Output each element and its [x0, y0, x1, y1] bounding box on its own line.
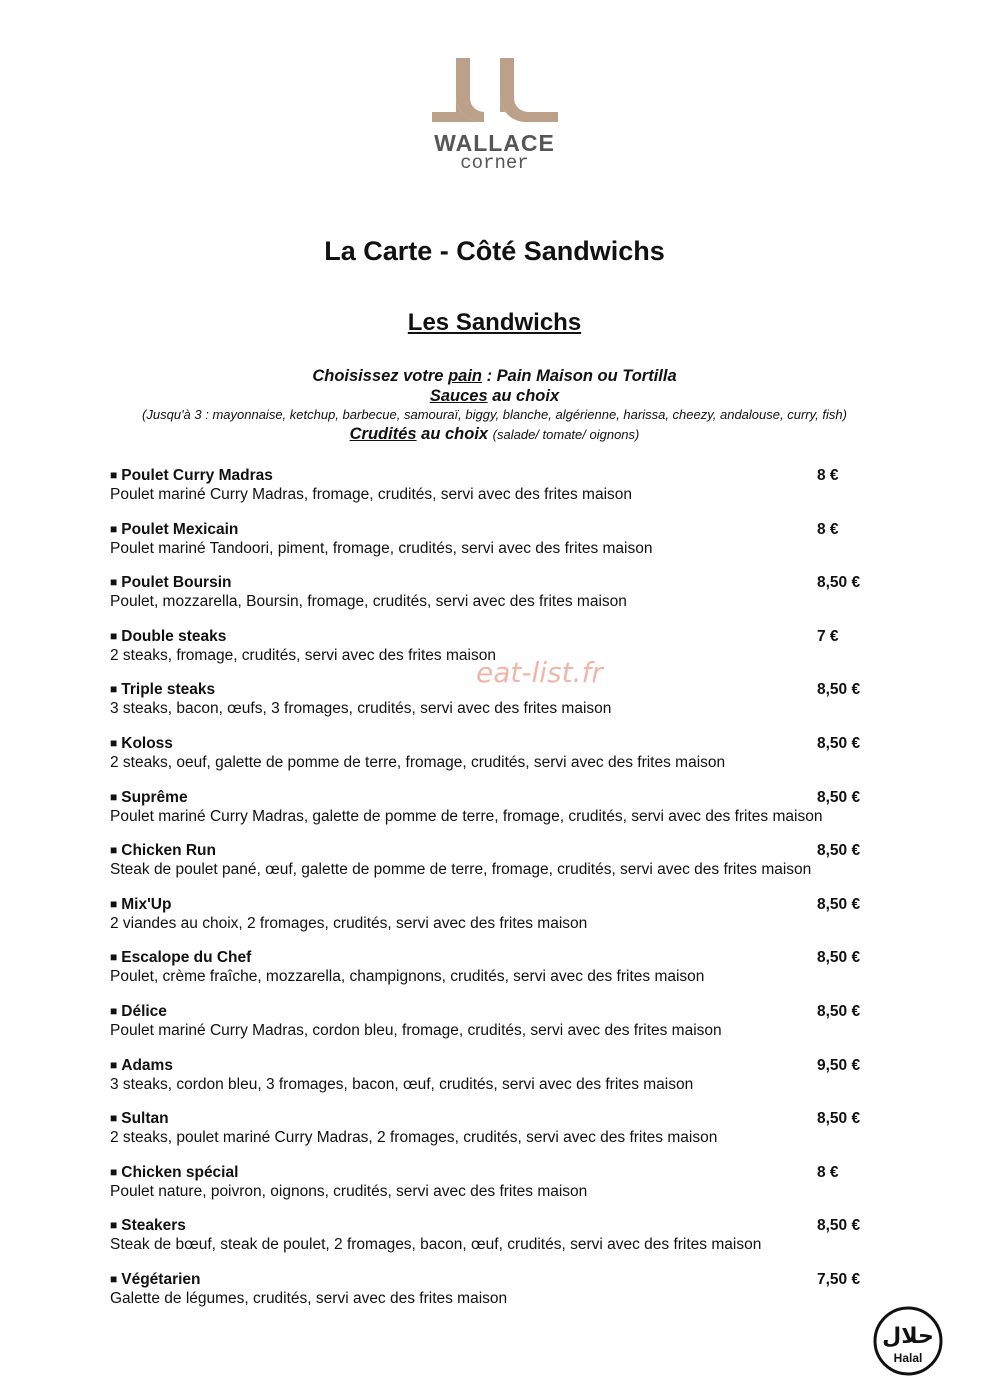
menu-item-name [110, 948, 880, 967]
menu-item [110, 520, 880, 574]
menu-item-price: 7,50 € [817, 1270, 861, 1288]
menu-item-description: Poulet mariné Tandoori, piment, fromage, crudités, servi avec des frites maison [110, 539, 653, 557]
menu-item-description: Steak de bœuf, steak de poulet, 2 fromages, bacon, œuf, crudités, servi avec des frites maison [110, 1236, 762, 1254]
menu-item-name [110, 573, 880, 592]
item-name-text: Mix'Up [121, 895, 172, 913]
menu-item-description: Poulet, mozzarella, Boursin, fromage, crudités, servi avec des frites maison [110, 593, 627, 611]
sauces-note: (Jusqu'à 3 : mayonnaise, ketchup, barbecue, samouraï, biggy, blanche, algérienne, harissa, cheezy, andalouse, curry, fish) [142, 407, 847, 422]
section-title: Les Sandwichs [407, 309, 582, 336]
item-name-text: Chicken spécial [121, 1163, 239, 1181]
bullet-icon: ■ [110, 1003, 118, 1018]
menu-item-price: 9,50 € [817, 1056, 861, 1074]
item-name-text: Délice [121, 1002, 167, 1020]
menu-item-description: 2 viandes au choix, 2 fromages, crudités, servi avec des frites maison [110, 914, 588, 932]
options-info [0, 366, 989, 445]
menu-item [110, 466, 880, 520]
menu-item-name [110, 1002, 880, 1021]
menu-item-name [110, 895, 880, 914]
menu-item-price: 8,50 € [817, 574, 861, 592]
menu-item-description: 2 steaks, oeuf, galette de pomme de terre, fromage, crudités, servi avec des frites maison [110, 753, 726, 771]
menu-item-description: 3 steaks, cordon bleu, 3 fromages, bacon, œuf, crudités, servi avec des frites maison [110, 1075, 694, 1093]
menu-item-price: 8,50 € [817, 949, 861, 967]
menu-item-description: 3 steaks, bacon, œufs, 3 fromages, crudités, servi avec des frites maison [110, 700, 612, 718]
logo-brand-text: WALLACE [434, 130, 555, 156]
menu-item-name [110, 1270, 880, 1289]
menu-item-name [110, 1163, 880, 1182]
item-name-text: Triple steaks [121, 681, 216, 699]
bullet-icon: ■ [110, 1218, 118, 1233]
crudites-word: Crudités [349, 425, 417, 443]
sauces-rest: au choix [487, 387, 560, 405]
bullet-icon: ■ [110, 789, 118, 804]
menu-item [110, 1270, 880, 1324]
menu-item [110, 1109, 880, 1163]
menu-item-price: 8 € [817, 467, 839, 484]
bullet-icon: ■ [110, 1164, 118, 1179]
menu-item-price: 8,50 € [817, 1002, 861, 1020]
menu-item-price: 8 € [817, 1163, 839, 1181]
item-name-text: Koloss [121, 734, 173, 752]
menu-item [110, 1002, 880, 1056]
menu-item-price: 8,50 € [817, 895, 861, 913]
menu-item-price: 8,50 € [817, 681, 861, 699]
bullet-icon: ■ [110, 682, 118, 697]
item-name-text: Poulet Curry Madras [121, 467, 273, 484]
item-name-text: Adams [121, 1056, 173, 1074]
menu-item-price: 8,50 € [817, 1110, 861, 1128]
menu-item [110, 1216, 880, 1270]
menu-item-price: 7 € [817, 627, 839, 645]
logo-mark-icon [430, 58, 560, 128]
menu-item-name [110, 788, 880, 807]
bullet-icon: ■ [110, 1271, 118, 1286]
halal-arabic: حلال [882, 1324, 934, 1349]
bullet-icon: ■ [110, 735, 118, 750]
menu-item-description: Poulet mariné Curry Madras, fromage, crudités, servi avec des frites maison [110, 486, 633, 503]
page-title: La Carte - Côté Sandwichs [324, 236, 665, 266]
item-name-text: Sultan [121, 1110, 169, 1128]
menu-item-name [110, 466, 880, 485]
menu-item-description: Galette de légumes, crudités, servi avec des frites maison [110, 1289, 508, 1307]
menu-item-name [110, 520, 880, 539]
menu-item-price: 8 € [817, 520, 839, 538]
menu-item-description: Steak de poulet pané, œuf, galette de pomme de terre, fromage, crudités, servi avec des frites maison [110, 861, 812, 879]
sauces-line [0, 386, 989, 406]
menu-item [110, 841, 880, 895]
menu-item-description: 2 steaks, poulet mariné Curry Madras, 2 fromages, crudités, servi avec des frites maison [110, 1129, 718, 1147]
crudites-rest: au choix [416, 425, 493, 443]
menu-item [110, 895, 880, 949]
bullet-icon: ■ [110, 1057, 118, 1072]
menu-item-name [110, 1216, 880, 1235]
menu-item-description: Poulet mariné Curry Madras, cordon bleu, fromage, crudités, servi avec des frites maison [110, 1021, 722, 1039]
menu-item-name [110, 1056, 880, 1075]
brand-logo [0, 58, 989, 174]
menu-item [110, 788, 880, 842]
menu-item [110, 948, 880, 1002]
menu-item [110, 1056, 880, 1110]
item-name-text: Steakers [121, 1217, 186, 1235]
menu-item [110, 1163, 880, 1217]
item-name-text: Poulet Mexicain [121, 520, 239, 538]
menu-item-description: Poulet, crème fraîche, mozzarella, champignons, crudités, servi avec des frites maison [110, 968, 705, 986]
sauces-word: Sauces [429, 387, 488, 405]
bread-line [0, 366, 989, 386]
item-name-text: Escalope du Chef [121, 949, 252, 967]
menu-item [110, 573, 880, 627]
menu-item-price: 8,50 € [817, 788, 861, 806]
crudites-line [0, 424, 989, 445]
menu-item-description: Poulet nature, poivron, oignons, crudités, servi avec des frites maison [110, 1182, 588, 1200]
menu-item-price: 8,50 € [817, 734, 861, 752]
bread-prefix: Choisissez votre [312, 367, 449, 385]
halal-label: Halal [893, 1351, 923, 1365]
item-name-text: Double steaks [121, 627, 227, 645]
item-name-text: Végétarien [121, 1270, 201, 1288]
bullet-icon: ■ [110, 468, 118, 482]
bullet-icon: ■ [110, 896, 118, 911]
bread-word: pain [448, 367, 482, 385]
menu-item-price: 8,50 € [817, 842, 861, 860]
menu-item-name [110, 841, 880, 860]
menu-item-name [110, 1109, 880, 1128]
bullet-icon: ■ [110, 843, 118, 858]
sandwich-list [110, 466, 880, 1324]
bullet-icon: ■ [110, 575, 118, 590]
logo-sub-text: corner [460, 152, 529, 174]
bullet-icon: ■ [110, 1111, 118, 1126]
bullet-icon: ■ [110, 521, 118, 536]
bread-rest: : Pain Maison ou Tortilla [481, 367, 677, 385]
halal-badge-icon [872, 1305, 944, 1377]
menu-item-name [110, 734, 880, 753]
menu-item-description: 2 steaks, fromage, crudités, servi avec des frites maison [110, 646, 496, 664]
item-name-text: Suprême [121, 788, 188, 806]
crudites-note: (salade/ tomate/ oignons) [492, 427, 640, 442]
item-name-text: Poulet Boursin [121, 574, 232, 592]
item-name-text: Chicken Run [121, 842, 216, 860]
menu-item-price: 8,50 € [817, 1217, 861, 1235]
menu-item [110, 734, 880, 788]
menu-item-description: Poulet mariné Curry Madras, galette de pomme de terre, fromage, crudités, servi avec des frites maison [110, 807, 823, 825]
menu-item-name [110, 627, 880, 646]
bullet-icon: ■ [110, 950, 118, 965]
watermark-text: eat-list.fr [476, 656, 603, 689]
bullet-icon: ■ [110, 628, 118, 643]
